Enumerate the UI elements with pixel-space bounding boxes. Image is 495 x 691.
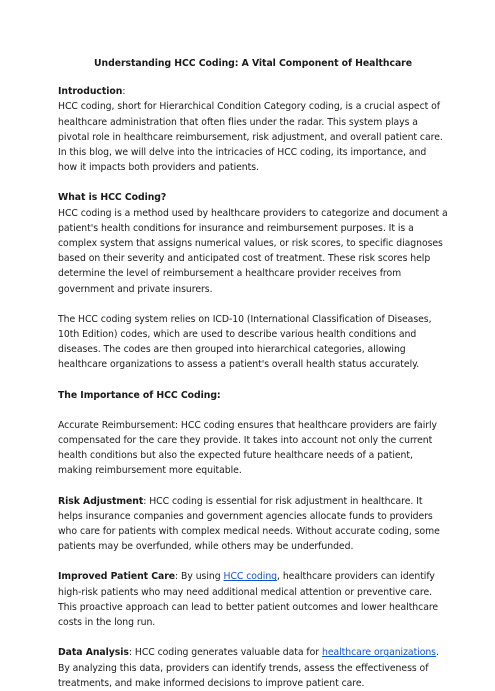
risk-adjustment-text: : HCC coding is essential for risk adjustment in healthcare. It helps insurance companies and government agencies allocate funds to providers who care for patients with complex medical needs. Without accurate coding, some patients may be overfunded, while others may be underfunded. bbox=[58, 495, 440, 553]
data-analysis-term: Data Analysis bbox=[58, 647, 129, 659]
spacer bbox=[58, 175, 448, 190]
improved-patient-care-paragraph bbox=[58, 569, 448, 630]
what-is-hcc-paragraph-2: The HCC coding system relies on ICD-10 (International Classification of Diseases, 10th Edition) codes, which are used to describe various health conditions and diseases. The codes are then grouped into hierarchical categories, allowing healthcare organizations to assess a patient's overall health status accurately. bbox=[58, 313, 432, 371]
healthcare-organizations-link[interactable]: healthcare organizations bbox=[321, 647, 436, 659]
importance-heading: The Importance of HCC Coding: bbox=[58, 389, 221, 401]
hcc-coding-link[interactable]: HCC coding bbox=[223, 571, 278, 583]
risk-adjustment-paragraph bbox=[58, 494, 448, 555]
introduction-heading bbox=[58, 84, 448, 99]
introduction-paragraph: HCC coding, short for Hierarchical Condition Category coding, is a crucial aspect of healthcare administration that often flies under the radar. This system plays a pivotal role in healthcare reimbursement, risk adjustment, and overall patient care. In this blog, we will delve into the intricacies of HCC coding, its importance, and how it impacts both providers and patients. bbox=[58, 101, 443, 174]
spacer bbox=[58, 297, 448, 312]
introduction-heading-text: Introduction bbox=[58, 86, 123, 98]
document-content bbox=[58, 56, 448, 691]
risk-adjustment-term: Risk Adjustment bbox=[58, 495, 144, 507]
improved-patient-care-text-end: , healthcare providers can identify high-risk patients who may need additional medical attention or preventive care. This proactive approach can lead to better patient outcomes and lower healthcare costs in the long run. bbox=[58, 571, 439, 629]
data-analysis-text-end: . By analyzing this data, providers can identify trends, assess the effectiveness of treatments, and make informed decisions to improve patient care. bbox=[58, 647, 439, 689]
improved-patient-care-term: Improved Patient Care bbox=[58, 571, 176, 583]
spacer bbox=[58, 479, 448, 494]
data-analysis-paragraph bbox=[58, 645, 448, 691]
spacer bbox=[58, 630, 448, 645]
accurate-reimbursement-paragraph: Accurate Reimbursement: HCC coding ensures that healthcare providers are fairly compensated for the care they provide. It takes into account not only the current health conditions but also the expected future healthcare needs of a patient, making reimbursement more equitable. bbox=[58, 419, 437, 477]
data-analysis-text-start: : HCC coding generates valuable data for bbox=[128, 647, 322, 659]
spacer bbox=[58, 373, 448, 388]
improved-patient-care-text-start: : By using bbox=[175, 571, 224, 583]
spacer bbox=[58, 554, 448, 569]
document-title: Understanding HCC Coding: A Vital Component of Healthcare bbox=[94, 58, 412, 69]
introduction-heading-colon: : bbox=[122, 86, 126, 98]
what-is-hcc-paragraph-1: HCC coding is a method used by healthcare providers to categorize and document a patient's health conditions for insurance and reimbursement purposes. It is a complex system that assigns numerical values, or risk scores, to specific diagnoses based on their severity and anticipated cost of treatment. These risk scores help determine the level of reimbursement a healthcare provider receives from government and private insurers. bbox=[58, 207, 448, 295]
what-is-hcc-heading: What is HCC Coding? bbox=[58, 192, 167, 204]
spacer bbox=[58, 403, 448, 418]
